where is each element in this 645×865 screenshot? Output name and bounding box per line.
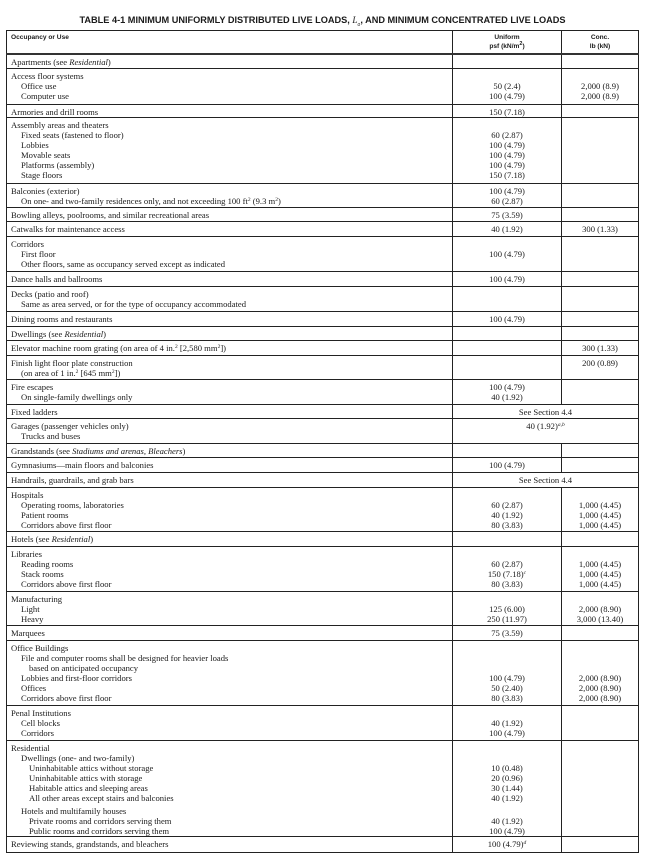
- uniform-cell: 75 (3.59): [453, 208, 562, 222]
- table-title: TABLE 4-1 MINIMUM UNIFORMLY DISTRIBUTED LIVE LOADS, $L_o$, AND MINIMUM CONCENTRATED LIVE LOADS: [79, 15, 566, 28]
- table-row-hotels: [7, 532, 639, 547]
- table-row-gymnasiums: [7, 458, 639, 473]
- conc-cell: [562, 184, 639, 208]
- occupancy-cell: Dining rooms and restaurants: [7, 312, 453, 327]
- table-row-reviewing-stands: [7, 837, 639, 853]
- occupancy-cell: Garages (passenger vehicles only) Trucks and buses: [7, 419, 453, 444]
- conc-cell: [562, 272, 639, 287]
- table-row-office-buildings: [7, 641, 639, 706]
- uniform-cell: 60 (2.87) 150 $(7.18)^c$ 80 (3.83): [453, 547, 562, 592]
- table-row-apartments: [7, 54, 639, 69]
- table-row-armories: [7, 105, 639, 118]
- table-row-fixed-ladders: [7, 405, 639, 419]
- conc-cell: 2,000 (8.90) 3,000 (13.40): [562, 592, 639, 626]
- occupancy-cell: Bowling alleys, poolrooms, and similar recreational areas: [7, 208, 453, 222]
- occupancy-cell: Armories and drill rooms: [7, 105, 453, 118]
- occupancy-cell: Finish light floor plate construction (on area of 1 in.$^2$ [645 $mm^2$]): [7, 356, 453, 380]
- conc-cell: [562, 54, 639, 69]
- uniform-cell: 100 (4.79) 50 (2.40) 80 (3.83): [453, 641, 562, 706]
- uniform-cell: 100 (4.79) 60 (2.87): [453, 184, 562, 208]
- footnote-ref: c: [523, 570, 527, 576]
- conc-cell: 1,000 (4.45) 1,000 (4.45) 1,000 (4.45): [562, 488, 639, 532]
- occupancy-cell: Gymnasiums—main floors and balconies: [7, 458, 453, 473]
- occupancy-cell: Assembly areas and theaters Fixed seats (fastened to floor) Lobbies Movable seats Platforms (assembly) Stage floors: [7, 118, 453, 184]
- table-row-garages: [7, 419, 639, 444]
- conc-cell: [562, 118, 639, 184]
- uniform-cell: [453, 327, 562, 341]
- occupancy-cell: Manufacturing Light Heavy: [7, 592, 453, 626]
- occupancy-cell: Hospitals Operating rooms, laboratories Patient rooms Corridors above first floor: [7, 488, 453, 532]
- occupancy-cell: Corridors First floor Other floors, same as occupancy served except as indicated: [7, 237, 453, 272]
- occupancy-cell: Access floor systems Office use Computer use: [7, 69, 453, 105]
- header-uniform: Uniform psf $(kN/m^2)$: [453, 31, 562, 54]
- table-row-hospitals: [7, 488, 639, 532]
- occupancy-cell: Decks (patio and roof) Same as area served, or for the type of occupancy accommodated: [7, 287, 453, 312]
- table-row-dwellings: [7, 327, 639, 341]
- uniform-cell: [453, 341, 562, 356]
- uniform-cell: 100 (4.79) 40 (1.92): [453, 380, 562, 405]
- uniform-cell: 100 (4.79): [453, 272, 562, 287]
- conc-cell: [562, 380, 639, 405]
- uniform-cell: 150 (7.18): [453, 105, 562, 118]
- uniform-cell: 100 (4.79): [453, 312, 562, 327]
- table-row-access-floor: [7, 69, 639, 105]
- uniform-cell: 100 $(4.79)^d$: [453, 837, 562, 853]
- table-row-bowling: [7, 208, 639, 222]
- occupancy-cell: Dance halls and ballrooms: [7, 272, 453, 287]
- conc-cell: [562, 327, 639, 341]
- occupancy-cell: Elevator machine room grating (on area of 4 in.$^2$ [2,580 $mm^2$]): [7, 341, 453, 356]
- header-row: [7, 31, 639, 54]
- footnote-ref: a,b: [557, 422, 565, 428]
- footnote-ref: d: [523, 840, 527, 846]
- uniform-cell: [453, 356, 562, 380]
- occupancy-cell: Libraries Reading rooms Stack rooms Corridors above first floor: [7, 547, 453, 592]
- occupancy-cell: Reviewing stands, grandstands, and bleachers: [7, 837, 453, 853]
- uniform-cell: 100 (4.79): [453, 458, 562, 473]
- uniform-cell: 10 (0.48) 20 (0.96) 30 (1.44) 40 (1.92) 40 (1.92) 100 (4.79): [453, 741, 562, 837]
- occupancy-cell: Fire escapes On single-family dwellings only: [7, 380, 453, 405]
- occupancy-cell: Dwellings (see Residential): [7, 327, 453, 341]
- uniform-cell: [453, 444, 562, 458]
- uniform-cell: 60 (2.87) 40 (1.92) 80 (3.83): [453, 488, 562, 532]
- conc-cell: 2,000 (8.9) 2,000 (8.9): [562, 69, 639, 105]
- uniform-cell: 75 (3.59): [453, 626, 562, 641]
- conc-cell: 2,000 (8.90) 2,000 (8.90) 2,000 (8.90): [562, 641, 639, 706]
- conc-cell: [562, 741, 639, 837]
- occupancy-cell: Apartments (see Residential): [7, 54, 453, 69]
- conc-cell: 200 (0.89): [562, 356, 639, 380]
- conc-cell: [562, 208, 639, 222]
- uniform-cell: 100 (4.79): [453, 237, 562, 272]
- header-occupancy: Occupancy or Use: [7, 31, 453, 54]
- conc-cell: 300 (1.33): [562, 341, 639, 356]
- conc-cell: [562, 287, 639, 312]
- uniform-cell: 40 (1.92) 100 (4.79): [453, 706, 562, 741]
- table-row-marquees: [7, 626, 639, 641]
- uniform-cell: 60 (2.87) 100 (4.79) 100 (4.79) 100 (4.79) 150 (7.18): [453, 118, 562, 184]
- occupancy-cell: Balconies (exterior) On one- and two-family residences only, and not exceeding 100 $ft^2$ (9.3 $m^2$): [7, 184, 453, 208]
- table-row-handrails: [7, 473, 639, 488]
- conc-cell: [562, 626, 639, 641]
- live-load-symbol: L: [352, 15, 358, 25]
- conc-cell: [562, 312, 639, 327]
- table-row-grandstands: [7, 444, 639, 458]
- live-loads-table: [6, 30, 639, 853]
- uniform-cell: 40 (1.92): [453, 222, 562, 237]
- conc-cell: 300 (1.33): [562, 222, 639, 237]
- table-row-fire-escapes: [7, 380, 639, 405]
- occupancy-cell: Office Buildings File and computer rooms shall be designed for heavier loads based on anticipated occupancy Lobbies and first-floor corridors Offices Corridors above first floor: [7, 641, 453, 706]
- uniform-cell: 40 $(1.92)^{a,b}$: [453, 419, 639, 444]
- occupancy-cell: Catwalks for maintenance access: [7, 222, 453, 237]
- conc-cell: [562, 237, 639, 272]
- table-row-penal: [7, 706, 639, 741]
- table-row-decks: [7, 287, 639, 312]
- conc-cell: [562, 105, 639, 118]
- table-row-elevator: [7, 341, 639, 356]
- conc-cell: [562, 444, 639, 458]
- occupancy-cell: Penal Institutions Cell blocks Corridors: [7, 706, 453, 741]
- conc-cell: [562, 532, 639, 547]
- uniform-cell: [453, 532, 562, 547]
- occupancy-cell: Marquees: [7, 626, 453, 641]
- occupancy-cell: Hotels (see Residential): [7, 532, 453, 547]
- table-row-corridors: [7, 237, 639, 272]
- conc-cell: [562, 458, 639, 473]
- see-section-cell: See Section 4.4: [453, 473, 639, 488]
- table-row-dining: [7, 312, 639, 327]
- table-row-manufacturing: [7, 592, 639, 626]
- table-row-finish-light: [7, 356, 639, 380]
- occupancy-cell: Grandstands (see Stadiums and arenas, Bleachers): [7, 444, 453, 458]
- uniform-cell: [453, 287, 562, 312]
- occupancy-cell: Residential Dwellings (one- and two-family) Uninhabitable attics without storage Uninhabitable attics with storage Habitable attics and sleeping areas All other areas except stairs and balconies Hotels and multifamily houses Private rooms and corridors serving them Public rooms and corridors serving them: [7, 741, 453, 837]
- table-row-balconies: [7, 184, 639, 208]
- uniform-cell: 50 (2.4) 100 (4.79): [453, 69, 562, 105]
- table-row-libraries: [7, 547, 639, 592]
- uniform-cell: [453, 54, 562, 69]
- occupancy-cell: Fixed ladders: [7, 405, 453, 419]
- conc-cell: [562, 706, 639, 741]
- table-row-residential: [7, 741, 639, 837]
- table-row-catwalks: [7, 222, 639, 237]
- uniform-cell: 125 (6.00) 250 (11.97): [453, 592, 562, 626]
- table-row-dance-halls: [7, 272, 639, 287]
- table-row-assembly: [7, 118, 639, 184]
- occupancy-cell: Handrails, guardrails, and grab bars: [7, 473, 453, 488]
- conc-cell: [562, 837, 639, 853]
- header-concentrated: Conc. lb (kN): [562, 31, 639, 54]
- conc-cell: 1,000 (4.45) 1,000 (4.45) 1,000 (4.45): [562, 547, 639, 592]
- see-section-cell: See Section 4.4: [453, 405, 639, 419]
